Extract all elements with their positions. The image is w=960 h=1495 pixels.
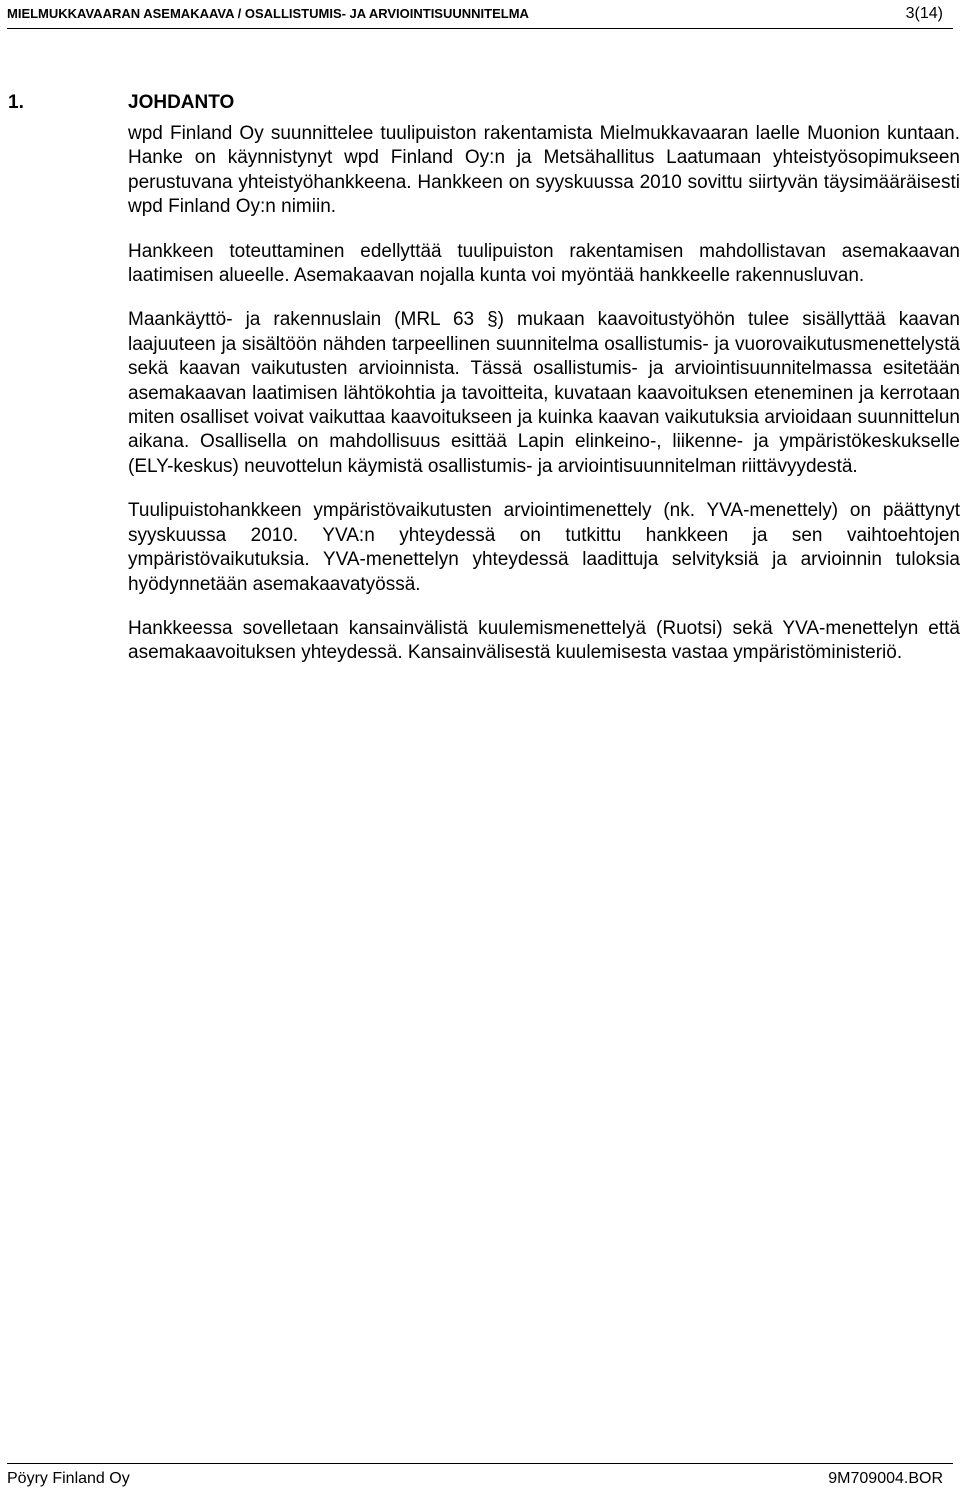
- paragraph: Hankkeessa sovelletaan kansainvälistä kuulemismenettelyä (Ruotsi) sekä YVA-menettelyn että asemakaavoituksen yhteydessä. Kansainvälisestä kuulemisesta vastaa ympäristöministeriö.: [128, 617, 960, 664]
- document-code: 9M709004.BOR: [828, 1470, 943, 1487]
- section-title: JOHDANTO: [128, 92, 235, 113]
- section-heading: [8, 92, 234, 114]
- section-number: 1.: [8, 92, 24, 113]
- page-footer: [7, 1463, 953, 1495]
- paragraph: Maankäyttö- ja rakennuslain (MRL 63 §) mukaan kaavoitustyöhön tulee sisällyttää kaavan laajuuteen ja sisältöön nähden tarpeellinen suunnitelma osallistumis- ja vuorovaikutusmenettelystä sekä kaavan vaikutusten arvioinnista. Tässä osallistumis- ja arviointisuunnitelmassa esitetään asemakaavan laatimisen lähtökohtia ja tavoitteita, kuvataan kaavoituksen eteneminen ja kerrotaan miten osalliset voivat vaikuttaa kaavoitukseen ja kuinka kaavan vaikutuksia arvioidaan suunnittelun aikana. Osallisella on mahdollisuus esittää Lapin elinkeino-, liikenne- ja ympäristökeskukselle (ELY-keskus) neuvottelun käymistä osallistumis- ja arviointisuunnitelman riittävyydestä.: [128, 309, 960, 477]
- body-text: [128, 122, 960, 686]
- document-title: MIELMUKKAVAARAN ASEMAKAAVA / OSALLISTUMIS- JA ARVIOINTISUUNNITELMA: [7, 6, 529, 21]
- paragraph: Tuulipuistohankkeen ympäristövaikutusten arviointimenettely (nk. YVA-menettely) on päättynyt syyskuussa 2010. YVA:n yhteydessä on tutkittu hankkeen ja sen vaihtoehtojen ympäristövaikutuksia. YVA-menettelyn yhteydessä laadittuja selvityksiä ja arvioinnin tuloksia hyödynnetään asemakaavatyössä.: [128, 500, 960, 595]
- paragraph: Hankkeen toteuttaminen edellyttää tuulipuiston rakentamisen mahdollistavan asemakaavan laatimisen alueelle. Asemakaavan nojalla kunta voi myöntää hankkeelle rakennusluvan.: [128, 240, 960, 287]
- paragraph: wpd Finland Oy suunnittelee tuulipuiston rakentamista Mielmukkavaaran laelle Muonion kuntaan. Hanke on käynnistynyt wpd Finland Oy:n ja Metsähallitus Laatumaan yhteistyösopimukseen perustuvana yhteistyöhankkeena. Hankkeen on syyskuussa 2010 sovittu siirtyvän täysimääräisesti wpd Finland Oy:n nimiin.: [128, 123, 960, 218]
- company-name: Pöyry Finland Oy: [7, 1470, 130, 1487]
- page-header: [7, 0, 953, 29]
- page-number: 3(14): [905, 5, 943, 22]
